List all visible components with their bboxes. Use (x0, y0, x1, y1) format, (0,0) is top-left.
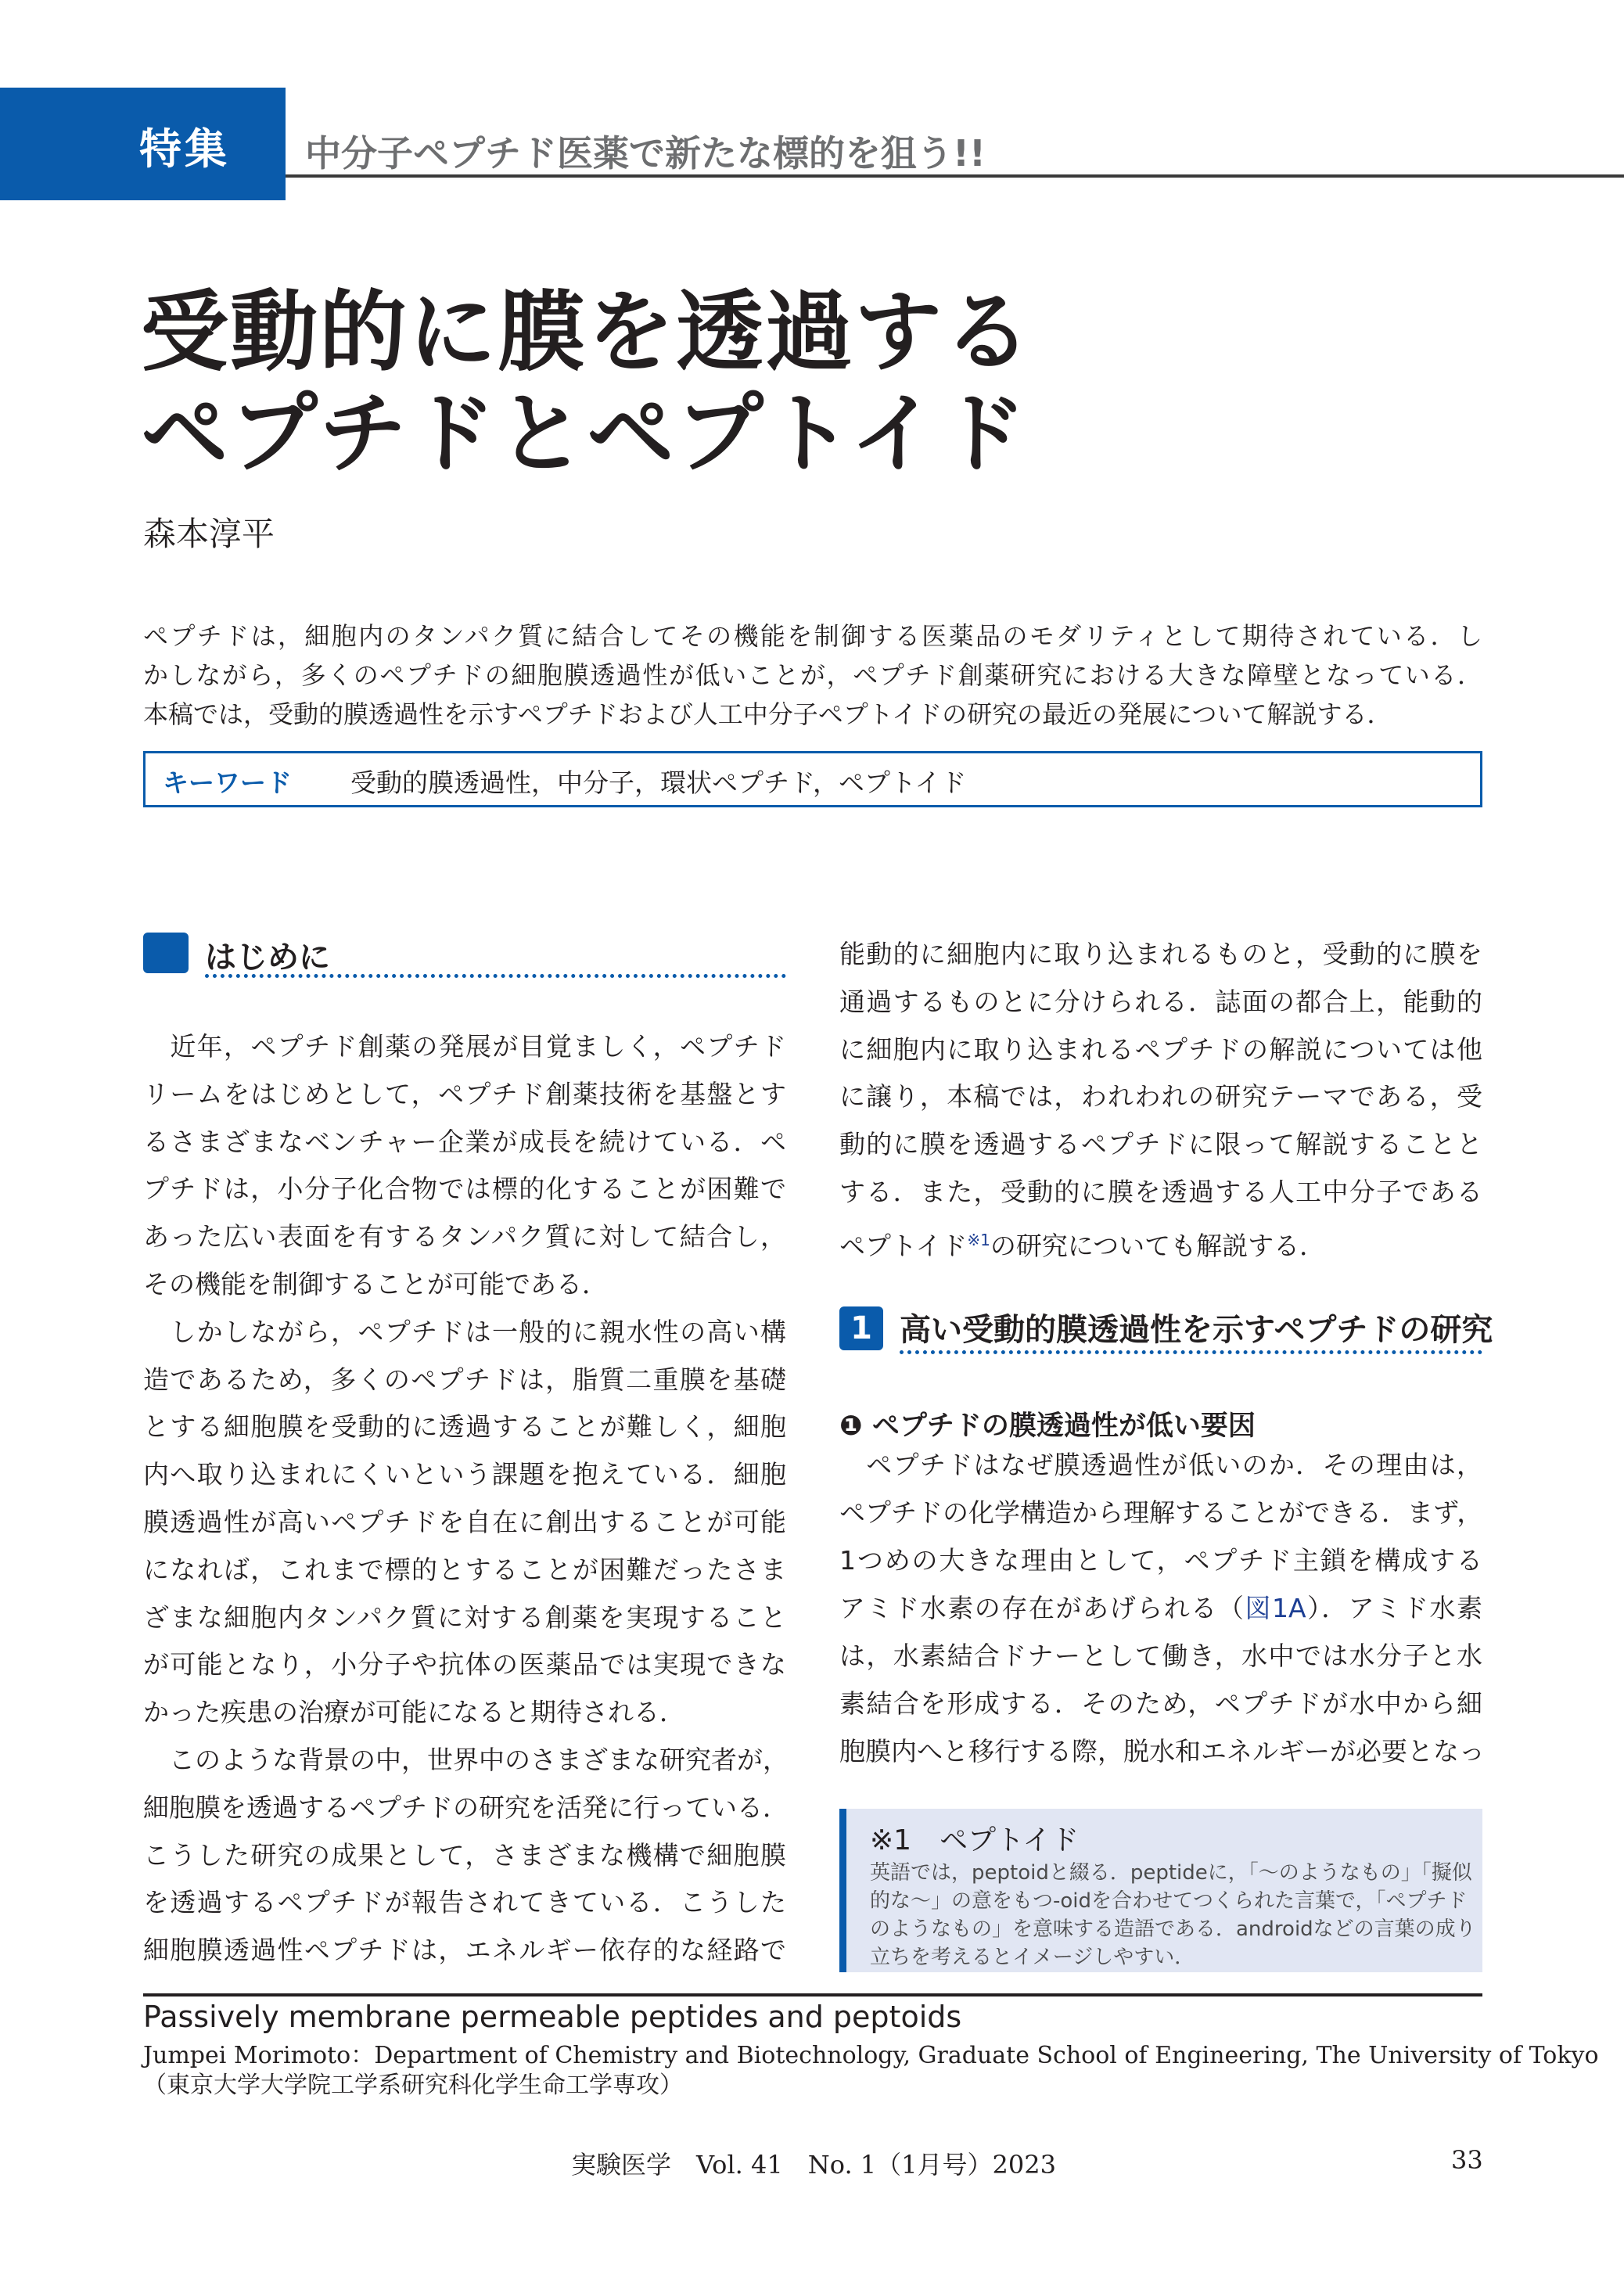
body-line: こうした研究の成果として，さまざまな機構で細胞膜 (143, 1839, 786, 1871)
body-line: とする細胞膜を受動的に透過することが難しく，細胞 (143, 1411, 786, 1443)
english-title: Passively membrane permeable peptides and peptoids (143, 2000, 962, 2034)
note-line: のようなもの」を意味する造語である．androidなどの言葉の成り (870, 1917, 1476, 1941)
keywords-label: キーワード (163, 767, 292, 798)
text: ）．アミド水素 (1306, 1593, 1483, 1623)
body-line: ペプチドの化学構造から理解することができる．まず， (839, 1497, 1483, 1528)
body-line: しかしながら，ペプチドは一般的に親水性の高い構 (143, 1316, 786, 1347)
body-line: する．また，受動的に膜を透過する人工中分子である (839, 1177, 1482, 1207)
body-line: あった広い表面を有するタンパク質に対して結合し， (143, 1221, 786, 1253)
body-line: 近年，ペプチド創薬の発展が目覚ましく，ペプチド (143, 1031, 786, 1062)
body-line: 1つめの大きな理由として，ペプチド主鎖を構成する (839, 1544, 1482, 1576)
body-line: 能動的に細胞内に取り込まれるものと，受動的に膜を (839, 939, 1482, 969)
body-line: に譲り，本稿では，われわれの研究テーマである，受 (839, 1081, 1482, 1112)
number-circle-icon: ❶ (839, 1411, 863, 1442)
feature-tag: 特集 (139, 124, 230, 174)
note-line: 英語では，peptoidと綴る．peptideに，「～のようなもの」「擬似 (870, 1861, 1472, 1885)
body-line: ペプチドはなぜ膜透過性が低いのか．その理由は， (839, 1450, 1482, 1480)
author-name: 森本淳平 (143, 515, 275, 553)
note-title: ※1 ペプトイド (870, 1824, 1080, 1856)
series-title: 中分子ペプチド医薬で新たな標的を狙う!! (305, 132, 986, 174)
affiliation-japanese: （東京大学大学院工学系研究科化学生命工学専攻） (143, 2072, 683, 2099)
affiliation-english: Jumpei Morimoto：Department of Chemistry and Biotechnology, Graduate School of Engineering, The University of Tokyo (143, 2042, 1599, 2069)
subheading (839, 1404, 1256, 1443)
body-line: 動的に膜を透過するペプチドに限って解説することと (839, 1129, 1482, 1160)
footnote-ref-link[interactable]: ※1 (967, 1231, 990, 1249)
subheading-text: ペプチドの膜透過性が低い要因 (871, 1411, 1256, 1442)
note-line: 的な～」の意をもつ-oidを合わせてつくられた言葉で，「ペプチド (870, 1889, 1468, 1913)
text: アミド水素の存在があげられる（ (839, 1593, 1245, 1623)
body-line: 素結合を形成する．そのため，ペプチドが水中から細 (839, 1687, 1482, 1719)
glossary-note (839, 1809, 1482, 1972)
body-line: に細胞内に取り込まれるペプチドの解説については他 (839, 1033, 1482, 1065)
body-line: は，水素結合ドナーとして働き，水中では水分子と水 (839, 1641, 1482, 1671)
journal-info: 実験医学 Vol. 41 No. 1（1月号）2023 (571, 2150, 1056, 2180)
footer-rule (143, 1993, 1482, 1996)
note-line: 立ちを考えるとイメージしやすい． (870, 1946, 1195, 1969)
article-title-line1: 受動的に膜を透過する (141, 282, 1033, 383)
text: の研究についても解説する． (990, 1231, 1326, 1261)
body-line: 造であるため，多くのペプチドは，脂質二重膜を基礎 (143, 1364, 786, 1395)
body-line: になれば，これまで標的とすることが困難だったさま (143, 1554, 786, 1585)
body-line: ざまな細胞内タンパク質に対する創薬を実現すること (143, 1601, 786, 1633)
section-marker-icon (143, 933, 189, 973)
body-line: プチドは，小分子化合物では標的化することが困難で (143, 1173, 786, 1205)
body-line (839, 1224, 1482, 1262)
body-line: 内へ取り込まれにくいという課題を抱えている．細胞 (143, 1459, 786, 1490)
header-rule (286, 174, 1624, 178)
heading-underline (900, 1350, 1482, 1354)
body-line: 細胞膜を透過するペプチドの研究を活発に行っている． (143, 1792, 789, 1823)
body-line: その機能を制御することが可能である． (143, 1269, 608, 1299)
page-number: 33 (1451, 2145, 1483, 2175)
article-title-line2: ペプチドとペプトイド (141, 383, 1029, 485)
abstract-line: 本稿では，受動的膜透過性を示すペプチドおよび人工中分子ペプトイドの研究の最近の発展について解説する． (143, 699, 1392, 729)
body-line: が可能となり，小分子や抗体の医薬品では実現できな (143, 1649, 787, 1680)
section-number-badge: 1 (839, 1306, 883, 1350)
body-line: るさまざまなベンチャー企業が成長を続けている．ペ (143, 1126, 786, 1157)
intro-heading: はじめに (205, 940, 330, 976)
body-line: 通過するものとに分けられる．誌面の都合上，能動的 (839, 986, 1482, 1017)
figure-ref-link[interactable]: 図1A (1245, 1593, 1306, 1623)
section1-heading: 高い受動的膜透過性を示すペプチドの研究 (900, 1312, 1493, 1348)
body-line: 膜透過性が高いペプチドを自在に創出することが可能 (143, 1507, 786, 1537)
body-line: リームをはじめとして，ペプチド創薬技術を基盤とす (143, 1078, 786, 1109)
body-line: を透過するペプチドが報告されてきている．こうした (143, 1887, 786, 1918)
keywords-text: 受動的膜透過性，中分子，環状ペプチド，ペプトイド (350, 767, 967, 798)
keywords-box (143, 751, 1482, 807)
text: ペプトイド (839, 1231, 968, 1261)
body-line: このような背景の中，世界中のさまざまな研究者が， (143, 1745, 789, 1775)
body-line: 細胞膜透過性ペプチドは，エネルギー依存的な経路で (143, 1935, 786, 1966)
heading-underline (205, 974, 786, 978)
body-line: 胞膜内へと移行する際，脱水和エネルギーが必要となっ (839, 1735, 1485, 1766)
abstract-line: かしながら，多くのペプチドの細胞膜透過性が低いことが，ペプチド創薬研究における大きな障壁となっている． (143, 660, 1482, 690)
body-line (839, 1593, 1482, 1624)
body-line: かった疾患の治療が可能になると期待される． (143, 1697, 685, 1728)
abstract-line: ペプチドは，細胞内のタンパク質に結合してその機能を制御する医薬品のモダリティとして期待されている．し (143, 621, 1482, 651)
